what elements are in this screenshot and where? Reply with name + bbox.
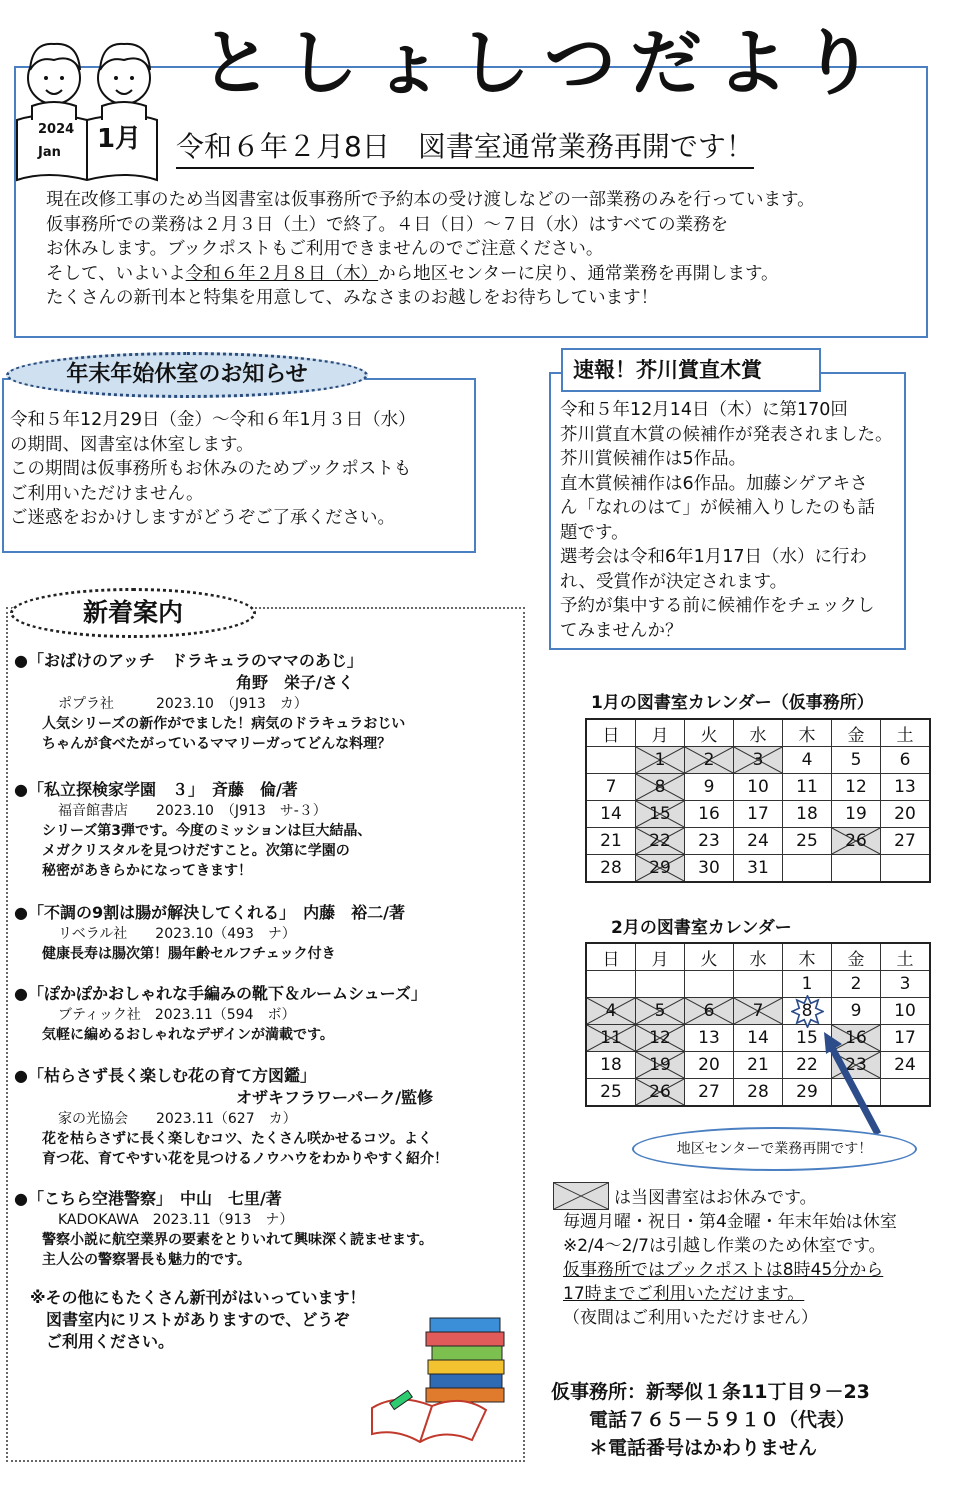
weekday-header: 水: [734, 943, 783, 971]
calendar-day: 14: [586, 801, 636, 828]
calendar-day-closed: 22: [636, 828, 685, 855]
intro-text: [46, 188, 906, 311]
book-description: 秘密があきらかになってきます！: [42, 863, 252, 879]
reopen-callout: 地区センターで業務再開です！: [632, 1127, 917, 1171]
calendar-week: [586, 801, 930, 828]
january-calendar: [585, 718, 931, 883]
calendar-day: 27: [685, 1079, 734, 1107]
book-title: ●「こちら空港警察」 中山 七里/著: [14, 1189, 282, 1208]
intro-line: そして、いよいよ令和６年２月８日（木）から地区センターに戻り、通常業務を再開します。: [46, 263, 779, 284]
calendar-day: 11: [783, 774, 832, 801]
award-line: 芥川賞候補作は5作品。: [560, 449, 747, 469]
award-line: 令和５年12月14日（木）に第170回: [560, 400, 848, 420]
book-description: 健康長寿は腸次第！腸年齢セルフチェック付き: [42, 946, 336, 962]
weekday-header: 月: [636, 943, 685, 971]
intro-line: たくさんの新刊本と特集を用意して、みなさまのお越しをお待ちしています！: [46, 288, 659, 308]
award-line: 予約が集中する前に候補作をチェックし: [560, 596, 875, 616]
weekday-header: 月: [636, 719, 685, 747]
weekday-header: 日: [586, 719, 636, 747]
calendar-day: 30: [685, 855, 734, 883]
weekday-header: 日: [586, 943, 636, 971]
calendar-day: 6: [881, 747, 931, 774]
book-title: ●「枯らさず長く楽しむ花の育て方図鑑」: [14, 1066, 316, 1085]
calendar-day: 12: [832, 774, 881, 801]
more-books-note: ※その他にもたくさん新刊がはいっています！ 図書室内にリストがありますので、どうぞ ご利用ください。: [30, 1288, 366, 1351]
book-description: 育つ花、育てやすい花を見つけるノウハウをわかりやすく紹介！: [42, 1151, 448, 1167]
calendar-day-closed: 8: [636, 774, 685, 801]
book-publisher: KADOKAWA 2023.11（913 ナ）: [58, 1212, 294, 1228]
weekday-header: 土: [881, 719, 931, 747]
calendar-empty-cell: [586, 971, 636, 998]
book-publisher: ポプラ社 2023.10 （J913 カ）: [58, 696, 308, 712]
calendar-empty-cell: [685, 971, 734, 998]
calendar-day: 20: [881, 801, 931, 828]
book-publisher: 福音館書店 2023.10 （J913 サ-３）: [58, 803, 327, 819]
book-publisher: ブティック社 2023.11（594 ボ）: [58, 1007, 296, 1023]
calendar-week: [586, 774, 930, 801]
book-title: ●「不調の9割は腸が解決してくれる」 内藤 裕二/著: [14, 903, 405, 922]
calendar-day: 31: [734, 855, 783, 883]
holiday-line: 令和５年12月29日（金）～令和６年1月３日（水）: [10, 410, 416, 430]
book-title: ●「私立探検家学園 ３」 斉藤 倫/著: [14, 780, 298, 799]
book-description: 気軽に編めるおしゃれなデザインが満載です。: [42, 1027, 334, 1043]
award-news-body: [560, 398, 906, 643]
calendar-day: 27: [881, 828, 931, 855]
calendar-day: 10: [734, 774, 783, 801]
calendar-day: 29: [783, 1079, 832, 1107]
calendar-day: 4: [783, 747, 832, 774]
calendar-week: [586, 971, 930, 998]
award-line: れ、受賞作が決定されます。: [560, 571, 788, 592]
callout-arrow: [820, 1030, 890, 1140]
award-line: ん「なれのはて」が候補入りしたのも話: [560, 498, 875, 518]
calendar-day-closed: 26: [832, 828, 881, 855]
calendar-day: 5: [832, 747, 881, 774]
holiday-line: ご迷惑をおかけしますがどうぞご了承ください。: [10, 508, 395, 528]
calendar-day-closed: 26: [636, 1079, 685, 1107]
book-entry: [14, 1065, 514, 1169]
calendar-day-closed: 5: [636, 998, 685, 1025]
award-news-title: 速報！芥川賞直木賞: [561, 348, 821, 392]
award-line: 直木賞候補作は6作品。加藤シゲアキさ: [560, 473, 868, 494]
masthead-title: としょしつだより: [200, 21, 889, 105]
book-title: ●「おばけのアッチ ドラキュラのママのあじ」: [14, 651, 363, 670]
calendar-day: 17: [734, 801, 783, 828]
weekday-header: 火: [685, 719, 734, 747]
calendar-day: 9: [832, 998, 881, 1025]
calendar-day: 20: [685, 1052, 734, 1079]
calendar-day: 19: [832, 801, 881, 828]
weekday-header: 火: [685, 943, 734, 971]
calendar-day-closed: 1: [636, 747, 685, 774]
book-description: 花を枯らさずに長く楽しむコツ、たくさん咲かせるコツ。よく: [42, 1131, 433, 1147]
february-calendar-title: 2月の図書室カレンダー: [611, 918, 792, 938]
calendar-day-closed: 12: [636, 1025, 685, 1052]
weekday-header: 木: [783, 943, 832, 971]
weekday-header: 水: [734, 719, 783, 747]
calendar-empty-cell: [636, 971, 685, 998]
reading-children-illustration: [12, 20, 162, 185]
calendar-day: 28: [734, 1079, 783, 1107]
book-title: ●「ぽかぽかおしゃれな手編みの靴下＆ルームシューズ」: [14, 984, 427, 1003]
weekday-header: 金: [832, 719, 881, 747]
calendar-day: 28: [586, 855, 636, 883]
headline: 令和６年２月8日 図書室通常業務再開です！: [176, 127, 754, 169]
book-author: オザキフラワーパーク/監修: [236, 1088, 434, 1107]
calendar-day-closed: 6: [685, 998, 734, 1025]
calendar-day: 24: [734, 828, 783, 855]
book-entry: [14, 779, 514, 881]
book-entry: [14, 1188, 514, 1270]
calendar-day: 21: [586, 828, 636, 855]
calendar-day: 7: [586, 774, 636, 801]
calendar-day: 21: [734, 1052, 783, 1079]
calendar-empty-cell: [586, 747, 636, 774]
calendar-day-closed: 4: [586, 998, 636, 1025]
holiday-notice-title: 年末年始休室のお知らせ: [6, 352, 368, 398]
calendar-day: 1: [783, 971, 832, 998]
book-description: ちゃんが食べたがっているママリーガってどんな料理？: [42, 736, 392, 752]
calendar-week: [586, 998, 930, 1025]
issue-year: 2024: [38, 122, 75, 137]
calendar-day: 16: [685, 801, 734, 828]
weekday-header: 金: [832, 943, 881, 971]
intro-line: 仮事務所での業務は２月３日（土）で終了。４日（日）～７日（水）はすべての業務を: [46, 214, 729, 235]
calendar-day: 17: [881, 1025, 931, 1052]
closure-legend: は当図書室はお休みです。 毎週月曜・祝日・第4金曜・年末年始は休室 ※2/4～2/7は引越し作業のため休室です。 仮事務所ではブックポストは8時45分から 17時までご利用いただけます。 （夜間はご利用いただけません）: [563, 1188, 897, 1328]
holiday-line: の期間、図書室は休室します。: [10, 434, 254, 455]
calendar-day: 25: [586, 1079, 636, 1107]
issue-month-jp: 1月: [97, 124, 142, 154]
calendar-day-closed: 29: [636, 855, 685, 883]
contact-info: 仮事務所：新琴似１条11丁目９－23 電話７６５－５９１０（代表） ＊電話番号はかわりません: [551, 1381, 870, 1459]
calendar-empty-cell: [832, 855, 881, 883]
calendar-day: 9: [685, 774, 734, 801]
book-author: 角野 栄子/さく: [236, 673, 354, 692]
calendar-day: 13: [881, 774, 931, 801]
intro-line: お休みします。ブックポストもご利用できませんのでご注意ください。: [46, 239, 604, 259]
intro-line: 現在改修工事のため当図書室は仮事務所で予約本の受け渡しなどの一部業務のみを行っています。: [46, 190, 815, 210]
calendar-day: 14: [734, 1025, 783, 1052]
calendar-empty-cell: [783, 855, 832, 883]
calendar-day-closed: 15: [636, 801, 685, 828]
calendar-empty-cell: [881, 855, 931, 883]
calendar-day-closed: 23: [832, 1052, 881, 1079]
calendar-day-closed: 2: [685, 747, 734, 774]
book-description: メガクリスタルを見つけだすこと。次第に学園の: [42, 843, 350, 859]
calendar-week: [586, 855, 930, 883]
award-line: てみませんか？: [560, 620, 683, 641]
calendar-day-closed: 7: [734, 998, 783, 1025]
book-description: 主人公の警察署長も魅力的です。: [42, 1252, 251, 1268]
award-line: 芥川賞直木賞の候補作が発表されました。: [560, 424, 893, 445]
book-description: シリーズ第3弾です。今度のミッションは巨大結晶、: [42, 823, 372, 839]
calendar-day: 24: [881, 1052, 931, 1079]
weekday-header: 土: [881, 943, 931, 971]
holiday-line: ご利用いただけません。: [10, 483, 204, 504]
award-line: 選考会は令和6年1月17日（水）に行わ: [560, 547, 868, 567]
calendar-day-closed: 11: [586, 1025, 636, 1052]
calendar-day: 25: [783, 828, 832, 855]
book-stack-icon: [368, 1310, 518, 1450]
issue-month-en: Jan: [38, 145, 61, 160]
calendar-day-reopen: 8: [783, 998, 832, 1025]
calendar-day-closed: 3: [734, 747, 783, 774]
reopen-date: 令和６年２月８日（木）: [185, 263, 379, 284]
book-entry: [14, 983, 514, 1045]
calendar-day: 18: [783, 801, 832, 828]
award-line: 題です。: [560, 522, 629, 543]
calendar-empty-cell: [734, 971, 783, 998]
calendar-day: 15: [783, 1025, 832, 1052]
holiday-line: この期間は仮事務所もお休みのためブックポストも: [10, 459, 412, 479]
calendar-day: 23: [685, 828, 734, 855]
calendar-week: [586, 828, 930, 855]
new-arrivals-title: 新着案内: [10, 588, 256, 638]
calendar-day: 10: [881, 998, 931, 1025]
calendar-day-closed: 19: [636, 1052, 685, 1079]
january-calendar-title: 1月の図書室カレンダー（仮事務所）: [591, 693, 874, 713]
calendar-day: 22: [783, 1052, 832, 1079]
calendar-week: [586, 747, 930, 774]
book-publisher: リベラル社 2023.10（493 ナ）: [58, 926, 296, 942]
book-entry: [14, 902, 514, 964]
weekday-header: 木: [783, 719, 832, 747]
book-description: 人気シリーズの新作がでました！病気のドラキュラおじい: [42, 716, 406, 732]
book-entry: [14, 650, 514, 754]
calendar-day: 13: [685, 1025, 734, 1052]
holiday-notice-body: [10, 408, 470, 531]
calendar-day-closed: 16: [832, 1025, 881, 1052]
book-description: 警察小説に航空業界の要素をとりいれて興味深く読ませます。: [42, 1232, 433, 1248]
calendar-day: 2: [832, 971, 881, 998]
calendar-day: 18: [586, 1052, 636, 1079]
calendar-day: 3: [881, 971, 931, 998]
book-publisher: 家の光協会 2023.11（627 カ）: [58, 1111, 297, 1127]
